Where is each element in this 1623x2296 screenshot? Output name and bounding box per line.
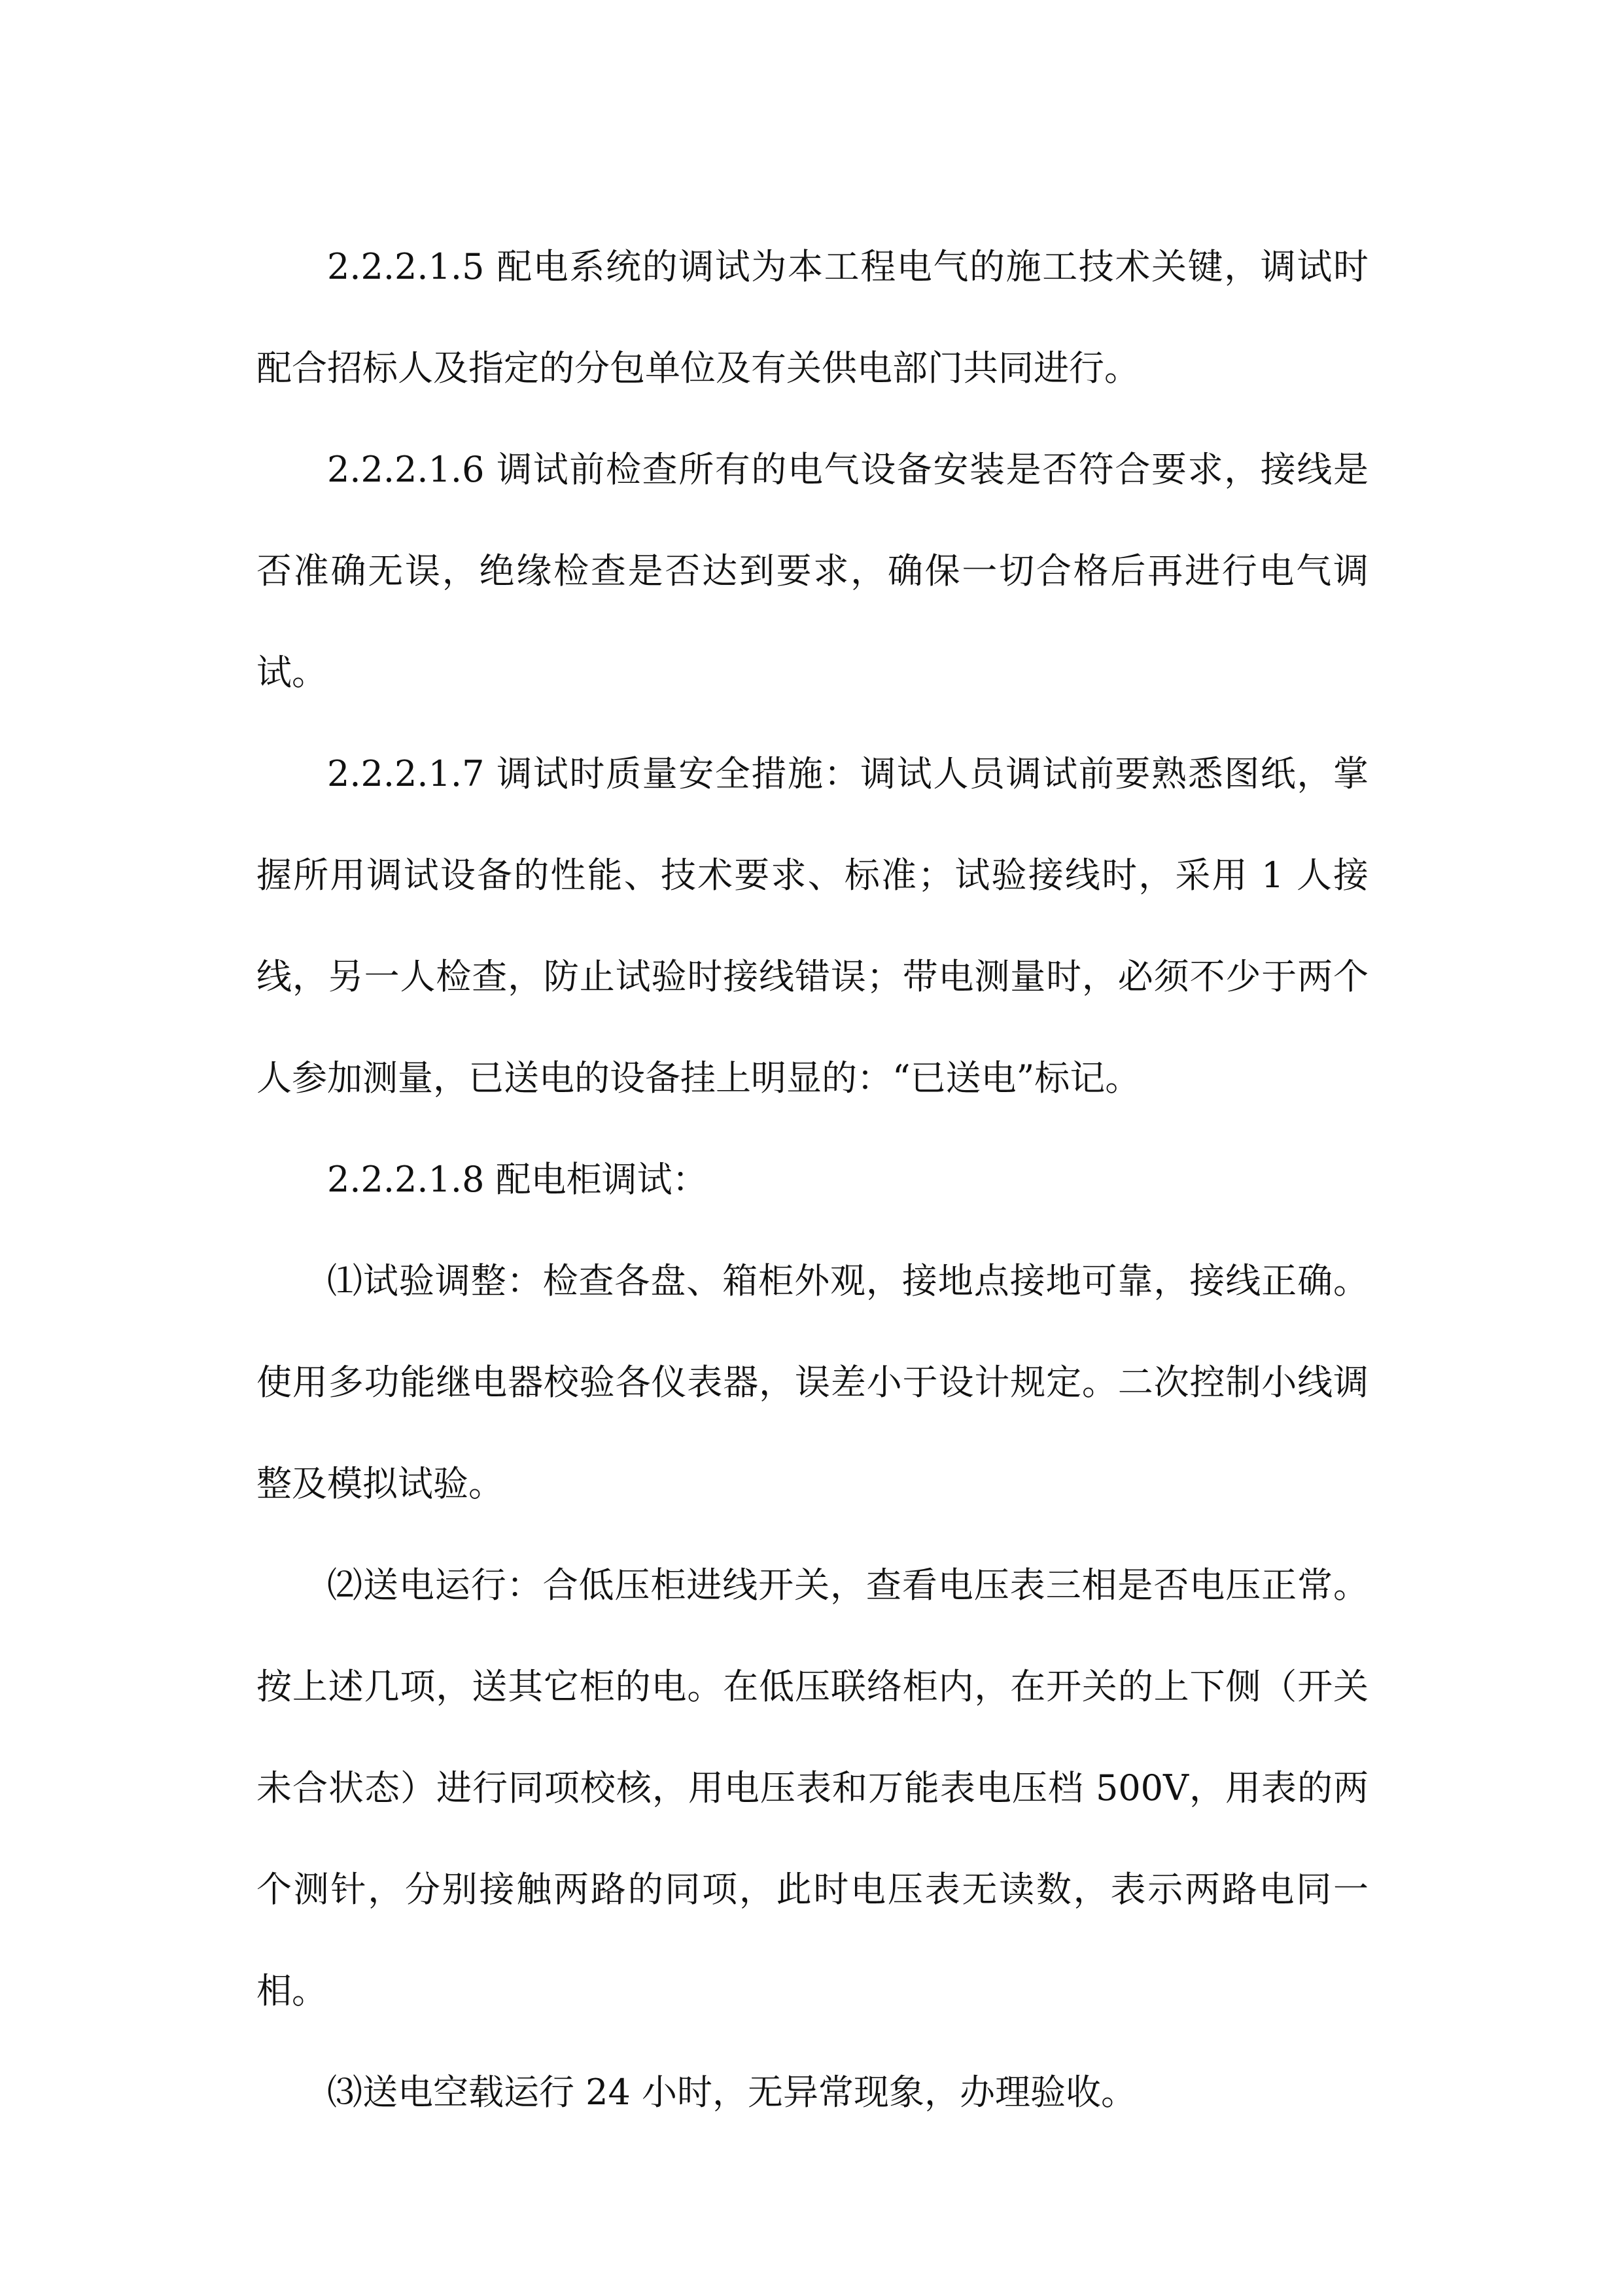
paragraph-2-2-2-1-6: 2.2.2.1.6 调试前检查所有的电气设备安装是否符合要求，接线是否准确无误，绝缘检查是否达到要求，确保一切合格后再进行电气调试。 bbox=[256, 449, 1369, 693]
paragraph-2-2-2-1-7: 2.2.2.1.7 调试时质量安全措施：调试人员调试前要熟悉图纸，掌握所用调试设备的性能、技术要求、标准；试验接线时，采用 1 人接线，另一人检查，防止试验时接线错误；带电测量时，必须不少于两个人参加测量，已送电的设备挂上明显的：“已送电”标记。 bbox=[256, 753, 1369, 1099]
list-item-test-adjustment: ⑴试验调整：检查各盘、箱柜外观，接地点接地可靠，接线正确。使用多功能继电器校验各仪表器，误差小于设计规定。二次控制小线调整及模拟试验。 bbox=[256, 1260, 1369, 1504]
list-item-no-load-operation: ⑶送电空载运行 24 小时，无异常现象，办理验收。 bbox=[327, 2072, 1137, 2113]
paragraph-2-2-2-1-8: 2.2.2.1.8 配电柜调试： bbox=[327, 1159, 708, 1200]
document-body bbox=[256, 216, 1369, 2143]
paragraph-2-2-2-1-5: 2.2.2.1.5 配电系统的调试为本工程电气的施工技术关键，调试时配合招标人及指定的分包单位及有关供电部门共同进行。 bbox=[256, 246, 1369, 389]
list-item-power-on-operation: ⑵送电运行：合低压柜进线开关，查看电压表三相是否电压正常。按上述几项，送其它柜的电。在低压联络柜内，在开关的上下侧（开关未合状态）进行同项校核，用电压表和万能表电压档 500V，用表的两个测针，分别接触两路的同项，此时电压表无读数，表示两路电同一相。 bbox=[256, 1564, 1369, 2011]
